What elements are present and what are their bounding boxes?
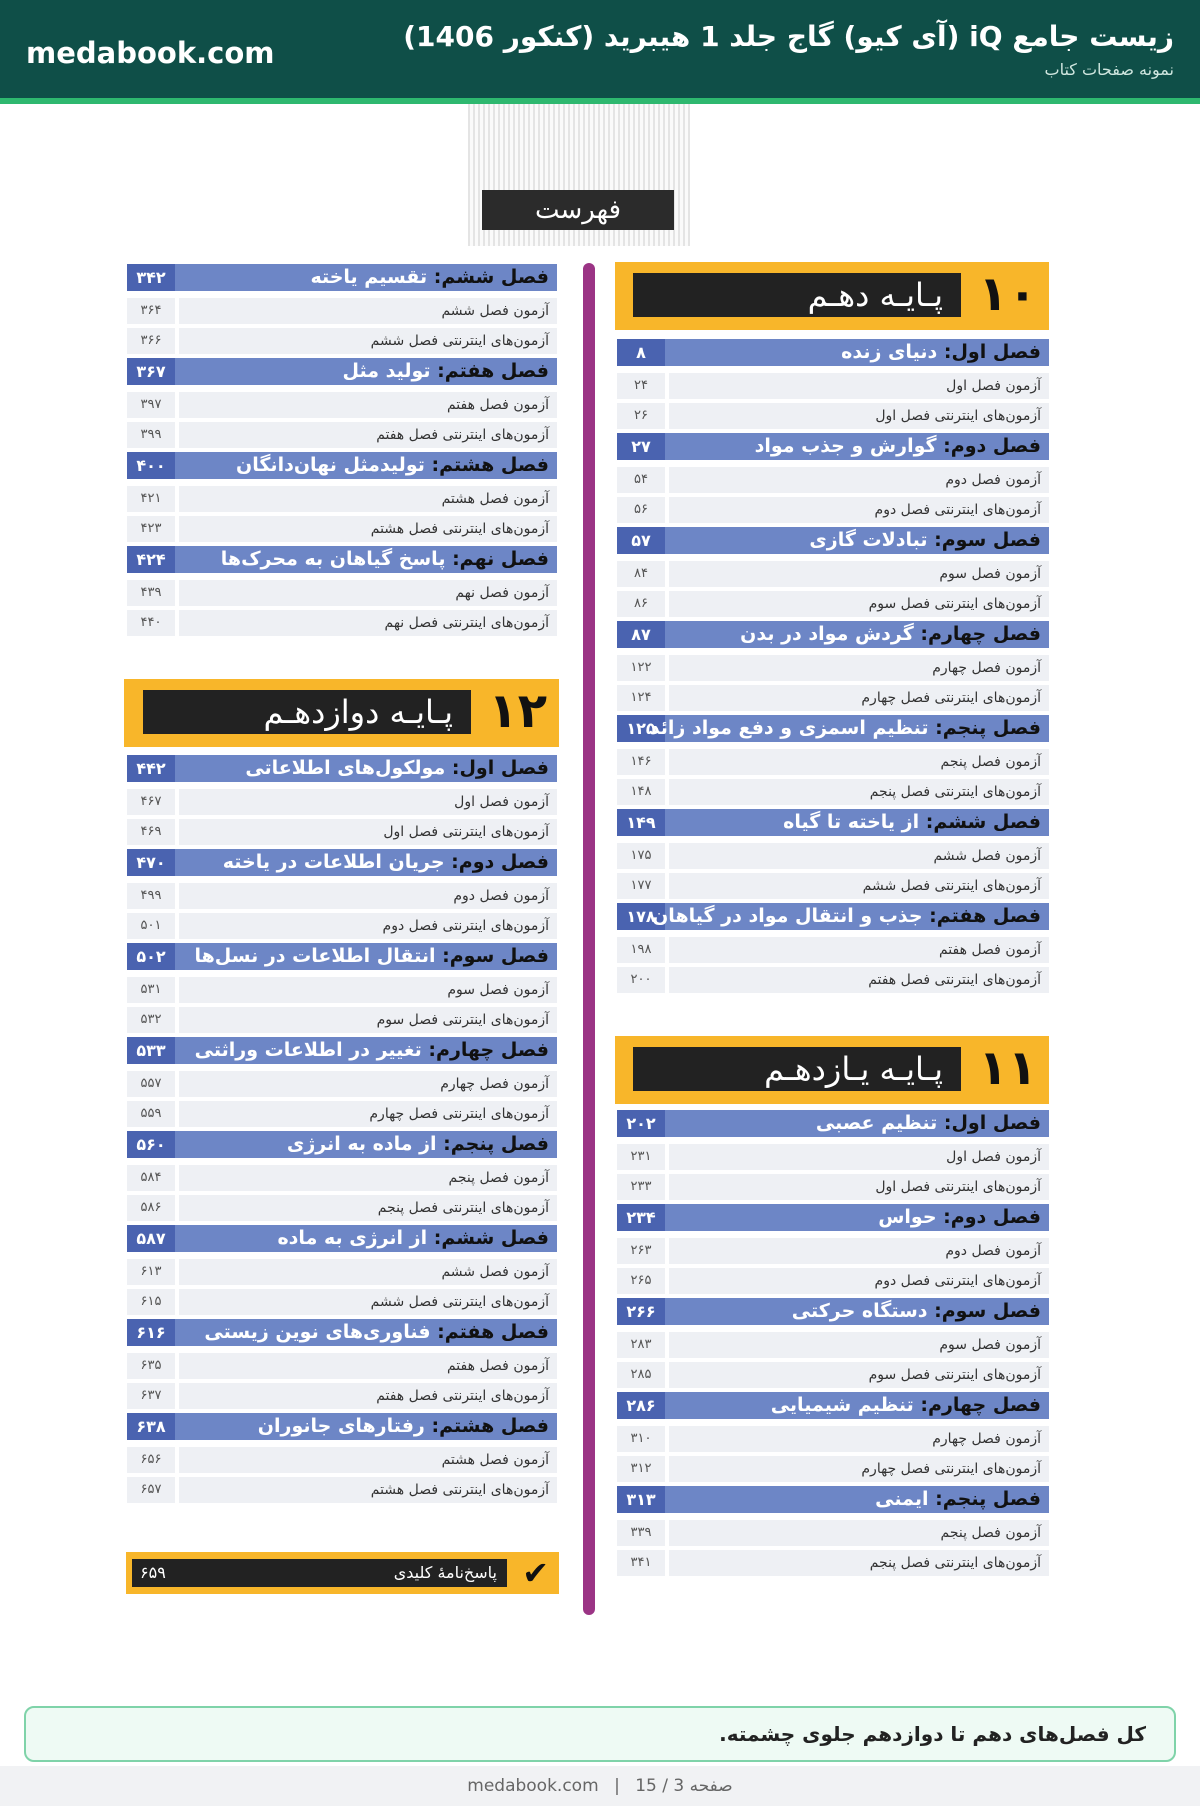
chapter-title — [287, 1131, 549, 1158]
chapter-title — [771, 1392, 1041, 1419]
chapter-name: تولید مثل — [342, 360, 431, 382]
exam-row[interactable] — [617, 1456, 1049, 1482]
exam-label: آزمون‌های اینترنتی فصل اول — [669, 1174, 1049, 1200]
exam-label: آزمون‌های اینترنتی فصل ششم — [669, 873, 1049, 899]
chapter-page: ۲۳۴ — [617, 1204, 665, 1231]
chapter-name: ایمنی — [875, 1488, 929, 1510]
chapter-title — [755, 433, 1041, 460]
exam-page: ۳۱۰ — [617, 1426, 665, 1452]
chapter-name: گردش مواد در بدن — [740, 623, 914, 645]
chapter-name: جذب و انتقال مواد در گیاهان — [652, 905, 923, 927]
chapter-heading[interactable] — [127, 452, 557, 479]
exam-row[interactable] — [127, 1195, 557, 1221]
exam-page: ۳۹۹ — [127, 422, 175, 448]
chapter-page: ۱۲۵ — [617, 715, 665, 742]
chapter-page: ۲۷ — [617, 433, 665, 460]
grade-11-number: ۱۱ — [978, 1040, 1037, 1096]
chapter-name: تنظیم شیمیایی — [770, 1394, 914, 1416]
exam-page: ۸۶ — [617, 591, 665, 617]
chapter-title — [841, 339, 1041, 366]
exam-page: ۶۳۵ — [127, 1353, 175, 1379]
exam-page: ۱۷۵ — [617, 843, 665, 869]
chapter-page: ۸ — [617, 339, 665, 366]
exam-row[interactable] — [127, 883, 557, 909]
chapter-name: انتقال اطلاعات در نسل‌ها — [194, 945, 436, 967]
chapter-heading[interactable] — [617, 809, 1049, 836]
chapter-name: حواس — [878, 1206, 937, 1228]
chapter-heading[interactable] — [617, 1204, 1049, 1231]
grade-11-label: پـایـه یـازدهـم — [633, 1047, 961, 1091]
exam-row[interactable] — [617, 1362, 1049, 1388]
exam-page: ۲۳۳ — [617, 1174, 665, 1200]
exam-page: ۴۹۹ — [127, 883, 175, 909]
exam-row[interactable] — [127, 1071, 557, 1097]
chapter-page: ۱۴۹ — [617, 809, 665, 836]
exam-row[interactable] — [617, 467, 1049, 493]
chapter-title — [878, 1204, 1041, 1231]
chapter-prefix: فصل هفتم: — [437, 360, 549, 382]
exam-row[interactable] — [617, 937, 1049, 963]
exam-row[interactable] — [617, 1520, 1049, 1546]
exam-page: ۴۲۳ — [127, 516, 175, 542]
exam-page: ۴۴۰ — [127, 610, 175, 636]
exam-row[interactable] — [127, 610, 557, 636]
exam-row[interactable] — [127, 977, 557, 1003]
exam-row[interactable] — [127, 1289, 557, 1315]
chapter-heading[interactable] — [617, 621, 1049, 648]
exam-page: ۵۵۷ — [127, 1071, 175, 1097]
exam-page: ۶۱۳ — [127, 1259, 175, 1285]
exam-label: آزمون‌های اینترنتی فصل چهارم — [179, 1101, 557, 1127]
exam-label: آزمون فصل پنجم — [179, 1165, 557, 1191]
chapter-name: از یاخته تا گیاه — [783, 811, 920, 833]
exam-label: آزمون فصل هشتم — [179, 486, 557, 512]
exam-label: آزمون فصل دوم — [669, 1238, 1049, 1264]
chapter-name: تنظیم اسمزی و دفع مواد زائد — [649, 717, 929, 739]
chapter-prefix: فصل دوم: — [943, 1206, 1041, 1228]
exam-label: آزمون فصل هفتم — [179, 1353, 557, 1379]
exam-label: آزمون فصل پنجم — [669, 1520, 1049, 1546]
exam-page: ۶۵۶ — [127, 1447, 175, 1473]
exam-label: آزمون فصل ششم — [179, 298, 557, 324]
chapter-heading[interactable] — [127, 546, 557, 573]
exam-label: آزمون‌های اینترنتی فصل هشتم — [179, 1477, 557, 1503]
checkmark-icon: ✔ — [522, 1554, 549, 1592]
exam-label: آزمون فصل هشتم — [179, 1447, 557, 1473]
exam-label: آزمون‌های اینترنتی فصل هفتم — [669, 967, 1049, 993]
exam-page: ۴۲۱ — [127, 486, 175, 512]
exam-row[interactable] — [127, 1165, 557, 1191]
chapter-title — [792, 1298, 1041, 1325]
exam-row[interactable] — [127, 422, 557, 448]
chapter-title — [221, 546, 549, 573]
exam-label: آزمون‌های اینترنتی فصل ششم — [179, 328, 557, 354]
exam-label: آزمون‌های اینترنتی فصل ششم — [179, 1289, 557, 1315]
exam-page: ۳۱۲ — [617, 1456, 665, 1482]
chapter-heading[interactable] — [127, 849, 557, 876]
chapter-heading[interactable] — [617, 903, 1049, 930]
exam-row[interactable] — [127, 913, 557, 939]
exam-label: آزمون فصل دوم — [179, 883, 557, 909]
chapter-heading[interactable] — [127, 1413, 557, 1440]
exam-page: ۶۵۷ — [127, 1477, 175, 1503]
chapter-prefix: فصل اول: — [943, 341, 1041, 363]
exam-page: ۱۴۶ — [617, 749, 665, 775]
exam-label: آزمون‌های اینترنتی فصل سوم — [669, 591, 1049, 617]
chapter-heading[interactable] — [127, 264, 557, 291]
exam-row[interactable] — [127, 819, 557, 845]
chapter-page: ۵۰۲ — [127, 943, 175, 970]
chapter-page: ۳۶۷ — [127, 358, 175, 385]
exam-label: آزمون‌های اینترنتی فصل چهارم — [669, 1456, 1049, 1482]
chapter-name: تغییر در اطلاعات وراثتی — [194, 1039, 422, 1061]
footer-separator: | — [614, 1776, 620, 1796]
exam-row[interactable] — [127, 516, 557, 542]
exam-page: ۶۳۷ — [127, 1383, 175, 1409]
exam-row[interactable] — [127, 1477, 557, 1503]
chapter-prefix: فصل هفتم: — [437, 1321, 549, 1343]
chapter-heading[interactable] — [617, 1392, 1049, 1419]
chapter-name: فناوری‌های نوین زیستی — [204, 1321, 431, 1343]
exam-label: آزمون فصل اول — [179, 789, 557, 815]
book-subtitle: نمونه صفحات کتاب — [1044, 60, 1174, 79]
chapter-name: از انرژی به ماده — [277, 1227, 428, 1249]
grade-12-number: ۱۲ — [488, 683, 547, 739]
exam-page: ۵۸۴ — [127, 1165, 175, 1191]
chapter-prefix: فصل سوم: — [934, 529, 1041, 551]
exam-row[interactable] — [127, 298, 557, 324]
chapter-heading[interactable] — [127, 1131, 557, 1158]
exam-label: آزمون فصل چهارم — [669, 1426, 1049, 1452]
chapter-heading[interactable] — [127, 1037, 557, 1064]
exam-label: آزمون فصل چهارم — [669, 655, 1049, 681]
exam-page: ۲۰۰ — [617, 967, 665, 993]
chapter-heading[interactable] — [127, 943, 557, 970]
chapter-title — [310, 264, 549, 291]
chapter-prefix: فصل هشتم: — [431, 1415, 549, 1437]
exam-row[interactable] — [617, 1174, 1049, 1200]
exam-label: آزمون فصل هفتم — [669, 937, 1049, 963]
exam-page: ۶۱۵ — [127, 1289, 175, 1315]
exam-page: ۲۶۳ — [617, 1238, 665, 1264]
chapter-title — [223, 849, 549, 876]
exam-label: آزمون‌های اینترنتی فصل نهم — [179, 610, 557, 636]
exam-label: آزمون‌های اینترنتی فصل دوم — [179, 913, 557, 939]
chapter-prefix: فصل ششم: — [433, 266, 549, 288]
exam-row[interactable] — [127, 328, 557, 354]
chapter-heading[interactable] — [617, 433, 1049, 460]
exam-label: آزمون‌های اینترنتی فصل دوم — [669, 1268, 1049, 1294]
chapter-title — [809, 527, 1041, 554]
exam-row[interactable] — [127, 1007, 557, 1033]
chapter-prefix: فصل سوم: — [934, 1300, 1041, 1322]
promo-note-text: کل فصل‌های دهم تا دوازدهم جلوی چشمته. — [719, 1722, 1146, 1746]
chapter-title — [740, 621, 1041, 648]
page-footer — [0, 1766, 1200, 1806]
book-title: زیست جامع iQ (آی کیو) گاج جلد 1 هیبرید (کنکور 1406) — [403, 20, 1174, 53]
exam-page: ۵۶ — [617, 497, 665, 523]
exam-label: آزمون فصل نهم — [179, 580, 557, 606]
exam-row[interactable] — [617, 843, 1049, 869]
chapter-name: تولیدمثل نهان‌دانگان — [236, 454, 425, 476]
exam-row[interactable] — [127, 1353, 557, 1379]
exam-page: ۳۹۷ — [127, 392, 175, 418]
exam-page: ۴۶۹ — [127, 819, 175, 845]
exam-row[interactable] — [617, 1332, 1049, 1358]
answer-key-row[interactable] — [126, 1552, 559, 1594]
chapter-heading[interactable] — [127, 1225, 557, 1252]
chapter-title — [195, 1037, 549, 1064]
chapter-prefix: فصل اول: — [943, 1112, 1041, 1134]
chapter-heading[interactable] — [617, 1110, 1049, 1137]
exam-row[interactable] — [617, 685, 1049, 711]
exam-row[interactable] — [127, 1101, 557, 1127]
chapter-title — [652, 903, 1041, 930]
chapter-heading[interactable] — [617, 339, 1049, 366]
chapter-name: جریان اطلاعات در یاخته — [222, 851, 445, 873]
chapter-prefix: فصل دوم: — [451, 851, 549, 873]
chapter-title — [816, 1110, 1041, 1137]
chapter-title — [277, 1225, 549, 1252]
chapter-name: مولکول‌های اطلاعاتی — [245, 757, 446, 779]
exam-page: ۲۸۵ — [617, 1362, 665, 1388]
exam-page: ۲۶۵ — [617, 1268, 665, 1294]
exam-label: آزمون‌های اینترنتی فصل پنجم — [669, 1550, 1049, 1576]
exam-page: ۱۷۷ — [617, 873, 665, 899]
exam-row[interactable] — [617, 591, 1049, 617]
chapter-heading[interactable] — [127, 358, 557, 385]
exam-label: آزمون فصل اول — [669, 373, 1049, 399]
exam-label: آزمون فصل اول — [669, 1144, 1049, 1170]
exam-label: آزمون فصل دوم — [669, 467, 1049, 493]
exam-page: ۵۵۹ — [127, 1101, 175, 1127]
exam-row[interactable] — [617, 1268, 1049, 1294]
exam-row[interactable] — [127, 1447, 557, 1473]
exam-row[interactable] — [617, 373, 1049, 399]
grade-12-label: پـایـه دوازدهـم — [143, 690, 471, 734]
exam-row[interactable] — [127, 789, 557, 815]
chapter-page: ۴۴۲ — [127, 755, 175, 782]
exam-label: آزمون فصل ششم — [179, 1259, 557, 1285]
chapter-page: ۵۶۰ — [127, 1131, 175, 1158]
grade-11-banner — [615, 1036, 1049, 1104]
chapter-page: ۴۲۴ — [127, 546, 175, 573]
exam-label: آزمون فصل پنجم — [669, 749, 1049, 775]
chapter-page: ۲۶۶ — [617, 1298, 665, 1325]
footer-site[interactable]: medabook.com — [467, 1776, 599, 1796]
exam-label: آزمون فصل سوم — [669, 561, 1049, 587]
exam-row[interactable] — [617, 403, 1049, 429]
exam-row[interactable] — [617, 655, 1049, 681]
chapter-title — [195, 943, 550, 970]
exam-row[interactable] — [617, 749, 1049, 775]
chapter-heading[interactable] — [617, 715, 1049, 742]
chapter-prefix: فصل اول: — [451, 757, 549, 779]
exam-label: آزمون‌های اینترنتی فصل پنجم — [179, 1195, 557, 1221]
exam-row[interactable] — [127, 1259, 557, 1285]
exam-row[interactable] — [617, 779, 1049, 805]
exam-label: آزمون فصل هفتم — [179, 392, 557, 418]
exam-page: ۵۴ — [617, 467, 665, 493]
chapter-prefix: فصل چهارم: — [920, 1394, 1041, 1416]
exam-label: آزمون‌های اینترنتی فصل اول — [179, 819, 557, 845]
exam-page: ۲۳۱ — [617, 1144, 665, 1170]
exam-page: ۱۲۴ — [617, 685, 665, 711]
chapter-prefix: فصل ششم: — [925, 811, 1041, 833]
chapter-name: تبادلات گازی — [809, 529, 928, 551]
chapter-prefix: فصل چهارم: — [920, 623, 1041, 645]
chapter-title — [245, 755, 549, 782]
exam-page: ۵۰۱ — [127, 913, 175, 939]
exam-page: ۳۶۴ — [127, 298, 175, 324]
exam-row[interactable] — [617, 497, 1049, 523]
chapter-prefix: فصل هفتم: — [929, 905, 1041, 927]
footer-page-number: 15 / 3 صفحه — [635, 1776, 733, 1796]
site-header — [0, 0, 1200, 104]
chapter-name: پاسخ گیاهان به محرک‌ها — [220, 548, 446, 570]
chapter-heading[interactable] — [617, 1486, 1049, 1513]
chapter-heading[interactable] — [617, 527, 1049, 554]
exam-row[interactable] — [617, 1550, 1049, 1576]
chapter-name: از ماده به انرژی — [286, 1133, 437, 1155]
chapter-name: رفتارهای جانوران — [257, 1415, 425, 1437]
exam-page: ۵۳۲ — [127, 1007, 175, 1033]
exam-page: ۱۹۸ — [617, 937, 665, 963]
chapter-page: ۵۷ — [617, 527, 665, 554]
chapter-page: ۳۴۲ — [127, 264, 175, 291]
chapter-page: ۴۷۰ — [127, 849, 175, 876]
exam-page: ۳۳۹ — [617, 1520, 665, 1546]
chapter-heading[interactable] — [127, 1319, 557, 1346]
chapter-prefix: فصل هشتم: — [431, 454, 549, 476]
exam-label: آزمون‌های اینترنتی فصل اول — [669, 403, 1049, 429]
answer-key-page: ۶۵۹ — [140, 1563, 166, 1582]
exam-page: ۲۴ — [617, 373, 665, 399]
exam-label: آزمون‌های اینترنتی فصل چهارم — [669, 685, 1049, 711]
exam-row[interactable] — [617, 1238, 1049, 1264]
chapter-name: دستگاه حرکتی — [791, 1300, 928, 1322]
chapter-title — [258, 1413, 549, 1440]
chapter-prefix: فصل دوم: — [943, 435, 1041, 457]
exam-page: ۸۴ — [617, 561, 665, 587]
answer-key-bar — [132, 1559, 507, 1587]
promo-note — [24, 1706, 1176, 1762]
exam-label: آزمون فصل سوم — [669, 1332, 1049, 1358]
column-divider — [583, 263, 595, 1615]
exam-label: آزمون فصل ششم — [669, 843, 1049, 869]
chapter-title — [783, 809, 1041, 836]
chapter-title — [343, 358, 549, 385]
answer-key-label: پاسخ‌نامهٔ کلیدی — [393, 1563, 497, 1582]
grade-10-banner — [615, 262, 1049, 330]
chapter-page: ۸۷ — [617, 621, 665, 648]
chapter-page: ۴۰۰ — [127, 452, 175, 479]
chapter-prefix: فصل نهم: — [452, 548, 549, 570]
exam-page: ۳۴۱ — [617, 1550, 665, 1576]
chapter-prefix: فصل پنجم: — [935, 717, 1041, 739]
chapter-prefix: فصل سوم: — [442, 945, 549, 967]
exam-label: آزمون‌های اینترنتی فصل سوم — [669, 1362, 1049, 1388]
exam-row[interactable] — [617, 1426, 1049, 1452]
chapter-page: ۲۰۲ — [617, 1110, 665, 1137]
exam-row[interactable] — [127, 392, 557, 418]
exam-label: آزمون‌های اینترنتی فصل هفتم — [179, 1383, 557, 1409]
exam-label: آزمون‌های اینترنتی فصل هفتم — [179, 422, 557, 448]
chapter-prefix: فصل ششم: — [433, 1227, 549, 1249]
chapter-title — [650, 715, 1041, 742]
exam-page: ۲۸۳ — [617, 1332, 665, 1358]
exam-row[interactable] — [127, 486, 557, 512]
exam-row[interactable] — [127, 1383, 557, 1409]
chapter-name: تقسیم یاخته — [310, 266, 428, 288]
exam-page: ۳۶۶ — [127, 328, 175, 354]
chapter-title — [236, 452, 549, 479]
chapter-prefix: فصل پنجم: — [935, 1488, 1041, 1510]
exam-row[interactable] — [617, 967, 1049, 993]
grade-10-label: پـایـه دهـم — [633, 273, 961, 317]
grade-10-number: ۱۰ — [978, 266, 1037, 322]
chapter-prefix: فصل پنجم: — [443, 1133, 549, 1155]
exam-row[interactable] — [127, 580, 557, 606]
exam-row[interactable] — [617, 561, 1049, 587]
chapter-name: گوارش و جذب مواد — [754, 435, 937, 457]
chapter-page: ۳۱۳ — [617, 1486, 665, 1513]
chapter-page: ۱۷۸ — [617, 903, 665, 930]
chapter-heading[interactable] — [617, 1298, 1049, 1325]
exam-row[interactable] — [617, 1144, 1049, 1170]
exam-page: ۵۸۶ — [127, 1195, 175, 1221]
chapter-heading[interactable] — [127, 755, 557, 782]
chapter-page: ۲۸۶ — [617, 1392, 665, 1419]
exam-label: آزمون‌های اینترنتی فصل هشتم — [179, 516, 557, 542]
exam-page: ۱۲۲ — [617, 655, 665, 681]
exam-page: ۴۳۹ — [127, 580, 175, 606]
exam-page: ۵۳۱ — [127, 977, 175, 1003]
chapter-page: ۵۳۳ — [127, 1037, 175, 1064]
exam-label: آزمون‌های اینترنتی فصل سوم — [179, 1007, 557, 1033]
exam-page: ۴۶۷ — [127, 789, 175, 815]
chapter-name: تنظیم عصبی — [815, 1112, 938, 1134]
exam-label: آزمون‌های اینترنتی فصل دوم — [669, 497, 1049, 523]
exam-page: ۲۶ — [617, 403, 665, 429]
chapter-title — [204, 1319, 549, 1346]
chapter-title — [875, 1486, 1041, 1513]
toc-title: فهرست — [482, 190, 674, 230]
chapter-page: ۶۳۸ — [127, 1413, 175, 1440]
chapter-page: ۵۸۷ — [127, 1225, 175, 1252]
chapter-prefix: فصل چهارم: — [428, 1039, 549, 1061]
exam-label: آزمون فصل سوم — [179, 977, 557, 1003]
chapter-name: دنیای زنده — [841, 341, 938, 363]
exam-label: آزمون‌های اینترنتی فصل پنجم — [669, 779, 1049, 805]
exam-page: ۱۴۸ — [617, 779, 665, 805]
site-logo-text[interactable]: medabook.com — [26, 36, 275, 70]
exam-row[interactable] — [617, 873, 1049, 899]
exam-label: آزمون فصل چهارم — [179, 1071, 557, 1097]
grade-12-banner — [124, 679, 559, 747]
chapter-page: ۶۱۶ — [127, 1319, 175, 1346]
